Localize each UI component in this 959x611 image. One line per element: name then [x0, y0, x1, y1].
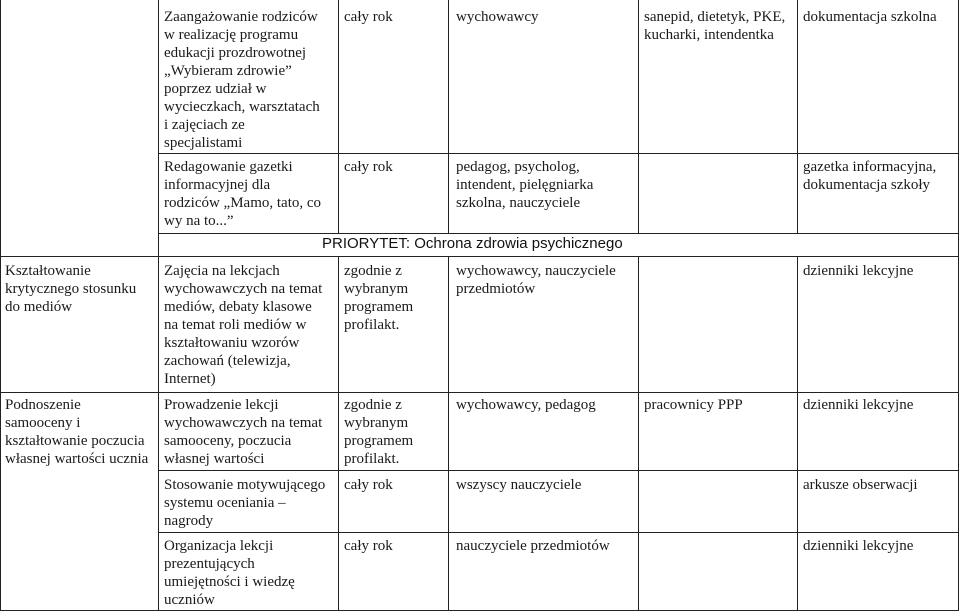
column-divider-responsible — [638, 256, 639, 611]
column-divider-partners — [797, 256, 798, 611]
responsible-cell: wychowawcy, nauczyciele przedmiotów — [456, 263, 616, 297]
responsible-cell: wychowawcy — [456, 9, 539, 25]
docs-cell: dokumentacja szkolna — [803, 9, 937, 25]
column-divider-activity — [338, 256, 339, 611]
priority-heading: PRIORYTET: Ochrona zdrowia psychicznego — [322, 235, 623, 252]
area-cell: Podnoszenie samooceny i kształtowanie poczucia własnej wartości ucznia — [5, 397, 149, 467]
term-cell: cały rok — [344, 477, 393, 493]
column-divider-partners — [797, 0, 798, 233]
area-cell: Kształtowanie krytycznego stosunku do mediów — [5, 263, 137, 315]
term-cell: zgodnie z wybranym programem profilakt. — [344, 397, 414, 467]
term-cell: cały rok — [344, 538, 393, 554]
activity-cell: Organizacja lekcji prezentujących umiejętności i wiedzę uczniów — [164, 538, 295, 608]
partners-cell: pracownicy PPP — [644, 397, 743, 413]
column-divider-term — [448, 0, 449, 233]
column-divider-activity — [338, 0, 339, 233]
column-divider-term — [448, 256, 449, 611]
docs-cell: dzienniki lekcyjne — [803, 538, 914, 554]
docs-cell: gazetka informacyjna, dokumentacja szkoły — [803, 159, 937, 193]
column-divider-responsible — [638, 0, 639, 233]
docs-cell: arkusze obserwacji — [803, 477, 918, 493]
activity-cell: Zajęcia na lekcjach wychowawczych na temat mediów, debaty klasowe na temat roli mediów w kształtowaniu wzorów zachowań (telewizja, Internet) — [164, 263, 323, 387]
docs-cell: dzienniki lekcyjne — [803, 397, 914, 413]
row-divider — [158, 470, 959, 471]
activity-cell: Zaangażowanie rodziców w realizację programu edukacji prozdrowotnej „Wybieram zdrowie” poprzez udział w wycieczkach, warsztatach i zajęciach ze specjalistami — [164, 9, 320, 151]
partners-cell: sanepid, dietetyk, PKE, kucharki, intendentka — [644, 9, 786, 43]
docs-cell: dzienniki lekcyjne — [803, 263, 914, 279]
activity-cell: Redagowanie gazetki informacyjnej dla rodziców „Mamo, tato, co wy na to...” — [164, 159, 322, 229]
term-cell: cały rok — [344, 9, 393, 25]
activity-cell: Prowadzenie lekcji wychowawczych na temat samooceny, poczucia własnej wartości — [164, 397, 323, 467]
table-border-left — [0, 0, 1, 611]
activity-cell: Stosowanie motywującego systemu oceniania – nagrody — [164, 477, 326, 529]
responsible-cell: pedagog, psycholog, intendent, pielęgniarka szkolna, nauczyciele — [456, 159, 594, 211]
responsible-cell: wychowawcy, pedagog — [456, 397, 596, 413]
responsible-cell: nauczyciele przedmiotów — [456, 538, 610, 554]
term-cell: zgodnie z wybranym programem profilakt. — [344, 263, 414, 333]
row-divider — [0, 256, 959, 257]
column-divider-area — [158, 0, 159, 611]
row-divider — [158, 153, 959, 154]
row-divider — [158, 233, 959, 234]
responsible-cell: wszyscy nauczyciele — [456, 477, 582, 493]
row-divider — [0, 392, 959, 393]
row-divider — [158, 532, 959, 533]
term-cell: cały rok — [344, 159, 393, 175]
